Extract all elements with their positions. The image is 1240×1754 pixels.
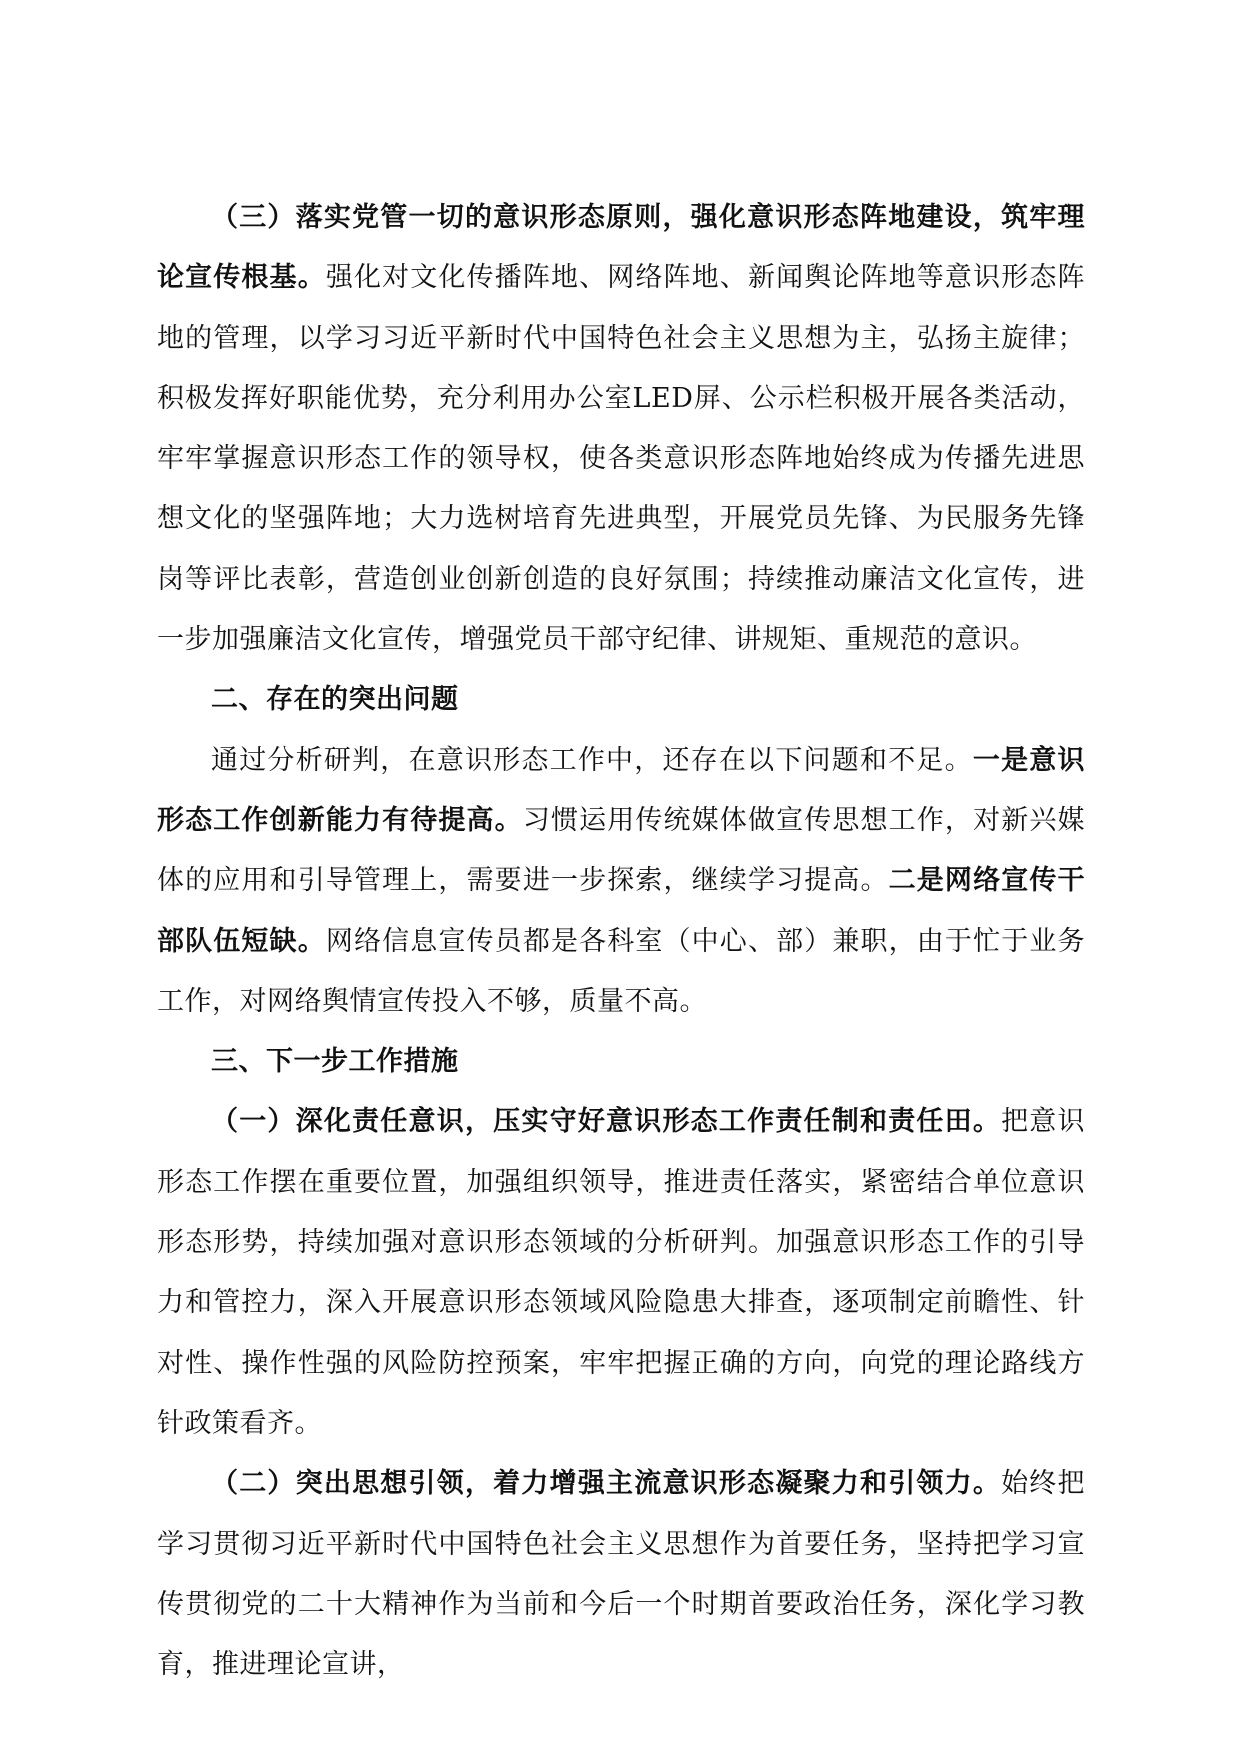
section-3-body: 强化对文化传播阵地、网络阵地、新闻舆论阵地等意识形态阵地的管理，以学习习近平新时代中国特色社会主义思想为主，弘扬主旋律；积极发挥好职能优势，充分利用办公室LED屏、公示栏积极开展各类活动，牢牢掌握意识形态工作的领导权，使各类意识形态阵地始终成为传播先进思想文化的坚强阵地；大力选树培育先进典型，开展党员先锋、为民服务先锋岗等评比表彰，营造创业创新创造的良好氛围；持续推动廉洁文化宣传，进一步加强廉洁文化宣传，增强党员干部守纪律、讲规矩、重规范的意识。 — [157, 262, 1085, 656]
problem-1-lead: 一是意识形态工作创新能力有待提高。 — [157, 744, 1086, 836]
measure-2-lead: （二）突出思想引领，着力增强主流意识形态凝聚力和引领力。 — [211, 1468, 1002, 1500]
paragraph-measure-2 — [157, 1454, 1085, 1695]
measure-2-body: 始终把学习贯彻习近平新时代中国特色社会主义思想作为首要任务，坚持把学习宣传贯彻党的二十大精神作为当前和今后一个时期首要政治任务，深化学习教育，推进理论宣讲， — [157, 1468, 1086, 1681]
heading-problems: 二、存在的突出问题 — [211, 684, 459, 716]
paragraph-measure-1 — [157, 1092, 1085, 1454]
measure-1-lead: （一）深化责任意识，压实守好意识形态工作责任制和责任田。 — [211, 1106, 1002, 1138]
document-page — [157, 188, 1085, 1695]
problem-1-body: 习惯运用传统媒体做宣传思想工作，对新兴媒体的应用和引导管理上，需要进一步探索，继续学习提高。 — [157, 804, 1085, 897]
heading-next-steps: 三、下一步工作措施 — [211, 1046, 459, 1078]
measure-1-body: 把意识形态工作摆在重要位置，加强组织领导，推进责任落实，紧密结合单位意识形态形势，持续加强对意识形态领域的分析研判。加强意识形态工作的引导力和管控力，深入开展意识形态领域风险隐患大排查，逐项制定前瞻性、针对性、操作性强的风险防控预案，牢牢把握正确的方向，向党的理论路线方针政策看齐。 — [157, 1106, 1086, 1439]
problems-intro: 通过分析研判，在意识形态工作中，还存在以下问题和不足。 — [211, 744, 973, 776]
problem-2-body: 网络信息宣传员都是各科室（中心、部）兼职，由于忙于业务工作，对网络舆情宣传投入不够，质量不高。 — [157, 925, 1085, 1017]
paragraph-section-3 — [157, 188, 1085, 670]
paragraph-problems — [157, 731, 1085, 1032]
problem-2-lead: 二是网络宣传干部队伍短缺。 — [157, 865, 1085, 957]
section-3-lead: （三）落实党管一切的意识形态原则，强化意识形态阵地建设，筑牢理论宣传根基。 — [157, 202, 1085, 294]
